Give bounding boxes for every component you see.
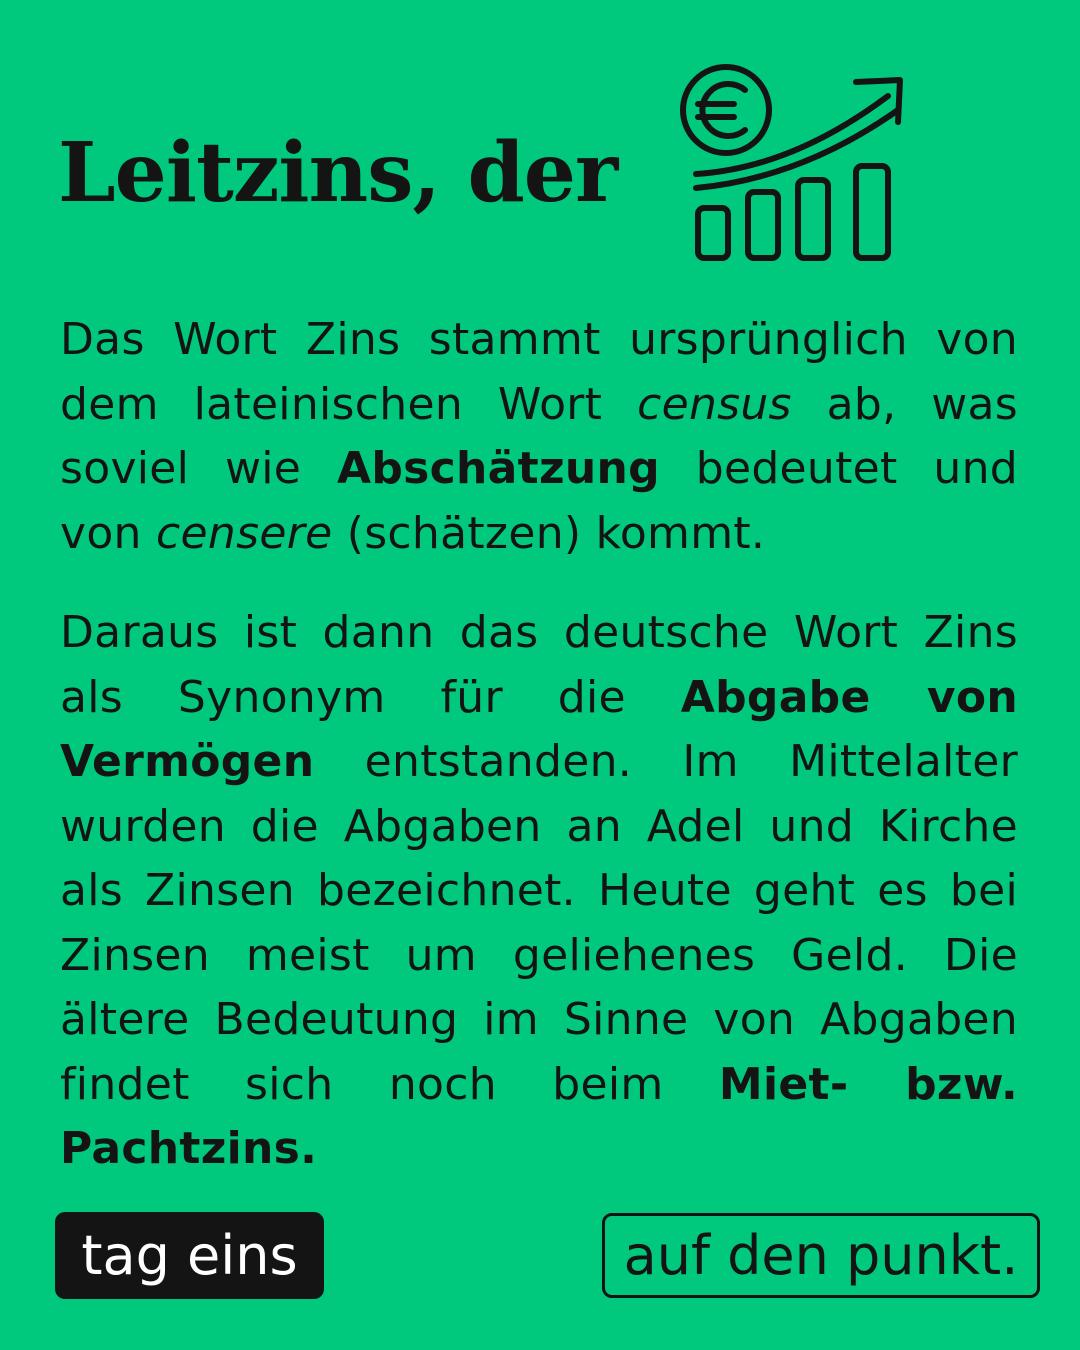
paragraph-etymology: [60, 308, 1018, 566]
brand-badge: [55, 1212, 324, 1299]
paragraph-text: Das Wort Zins stammt ursprünglich von dem lateinischen Wort: [60, 314, 1018, 430]
key-term: Abgabe von Vermögen: [60, 671, 1018, 787]
key-term: Miet- bzw. Pachtzins.: [60, 1058, 1018, 1174]
euro-rising-chart-icon: [672, 58, 912, 270]
paragraph-text: ab, was soviel wie: [60, 378, 1018, 494]
paragraph-text: Daraus ist dann das deutsche Wort Zins als Synonym für die: [60, 607, 1018, 723]
tagline-label: auf den punkt.: [623, 1224, 1019, 1287]
tagline-badge: [602, 1213, 1040, 1298]
paragraph-text: bedeutet und von: [60, 443, 1018, 559]
paragraph-text: entstanden. Im Mittelalter wurden die Abgaben an Adel und Kirche als Zinsen bezeichnet. Heute geht es bei Zinsen meist um geliehenes Geld. Die ältere Bedeutung im Sinne von Abgaben findet sich noch beim: [60, 736, 1018, 1110]
paragraph-text: (schätzen) kommt.: [332, 507, 766, 559]
latin-term: census: [637, 378, 792, 430]
page-title: Leitzins, der: [58, 125, 618, 221]
latin-term: censere: [156, 507, 333, 559]
key-term: Abschätzung: [336, 443, 660, 494]
brand-label: tag eins: [81, 1224, 298, 1287]
paragraph-history: [60, 601, 1018, 1182]
